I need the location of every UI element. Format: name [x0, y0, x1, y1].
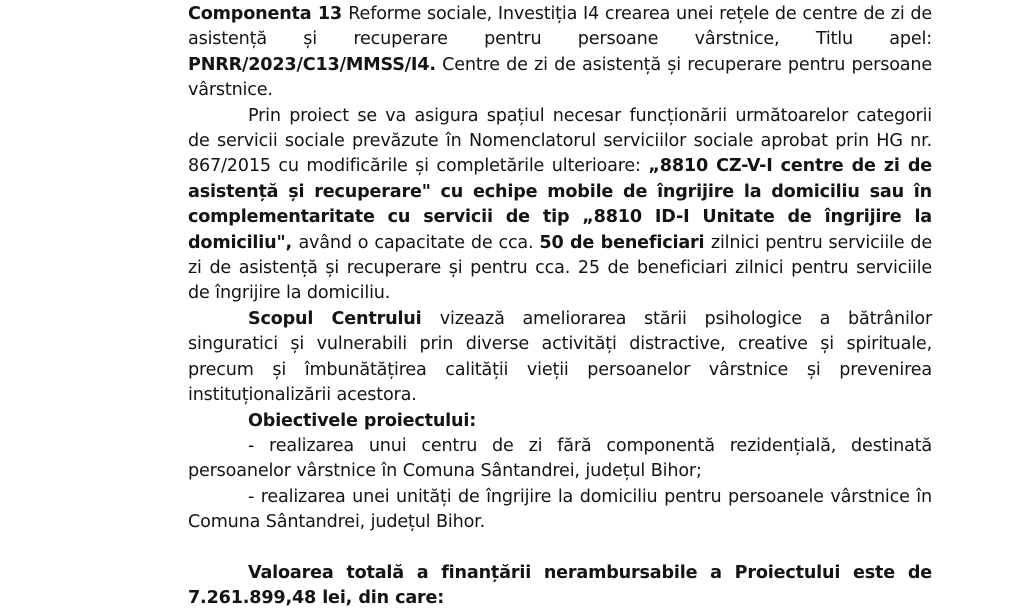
text-run: Prin proiect se va asigura spațiul necesar funcționării următoarelor categorii de servicii sociale prevăzute în Nomenclatorul serviciilor sociale aprobat prin HG nr. 867/2015 cu modificările și completările ulterioare:	[188, 105, 932, 177]
text-run: „8810 CZ-V-I centre de zi de asistență și recuperare" cu echipe mobile de îngrijire la domiciliu sau în complementaritate cu servicii de tip „8810 ID-I Unitate de îngrijire la domiciliu",	[188, 156, 933, 253]
text-run: - realizarea unei unități de îngrijire la domiciliu pentru persoanele vârstnice în Comuna Sântandrei, județul Bihor.	[188, 486, 932, 533]
paragraph-p6	[188, 485, 932, 536]
text-run: PNRR/2023/C13/MMSS/I4.	[188, 54, 436, 75]
document-text-column	[188, 2, 932, 612]
text-run: Valoarea totală a finanțării nerambursabile a Proiectului este de 7.261.899,48 lei, din care:	[188, 562, 932, 609]
text-run: Centre de zi de asistență și recuperare pentru persoane vârstnice.	[188, 54, 932, 101]
text-run: Componenta 13	[188, 4, 349, 24]
paragraph-p3	[188, 307, 932, 409]
text-run: Reforme sociale, Investiția I4 crearea unei rețele de centre de zi de asistență și recuperare pentru persoane vârstnice, Titlu apel:	[188, 4, 932, 50]
paragraph-p7	[188, 561, 932, 612]
text-run: Scopul Centrului	[248, 308, 440, 329]
text-run: având o capacitate de cca.	[298, 232, 540, 253]
text-run: - realizarea unui centru de zi fără componentă rezidențială, destinată persoanelor vârstnice în Comuna Sântandrei, județul Bihor;	[188, 435, 932, 482]
text-run: 50 de beneficiari	[539, 232, 711, 253]
text-run: zilnici pentru serviciile de zi de asistență și recuperare și pentru cca. 25 de beneficiari zilnici pentru serviciile de îngrijire la domiciliu.	[188, 232, 932, 304]
paragraph-p2	[188, 104, 932, 307]
text-run: Obiectivele proiectului:	[248, 410, 477, 431]
paragraph-p1	[188, 2, 932, 104]
text-run: vizează ameliorarea stării psihologice a bătrânilor singuratici și vulnerabili prin diverse activități distractive, creative și spirituale, precum și îmbunătățirea calității vieții persoanelor vârstnice și prevenirea instituționalizării acestora.	[188, 308, 932, 406]
paragraph-p4	[188, 409, 932, 434]
paragraph-p5	[188, 434, 932, 485]
